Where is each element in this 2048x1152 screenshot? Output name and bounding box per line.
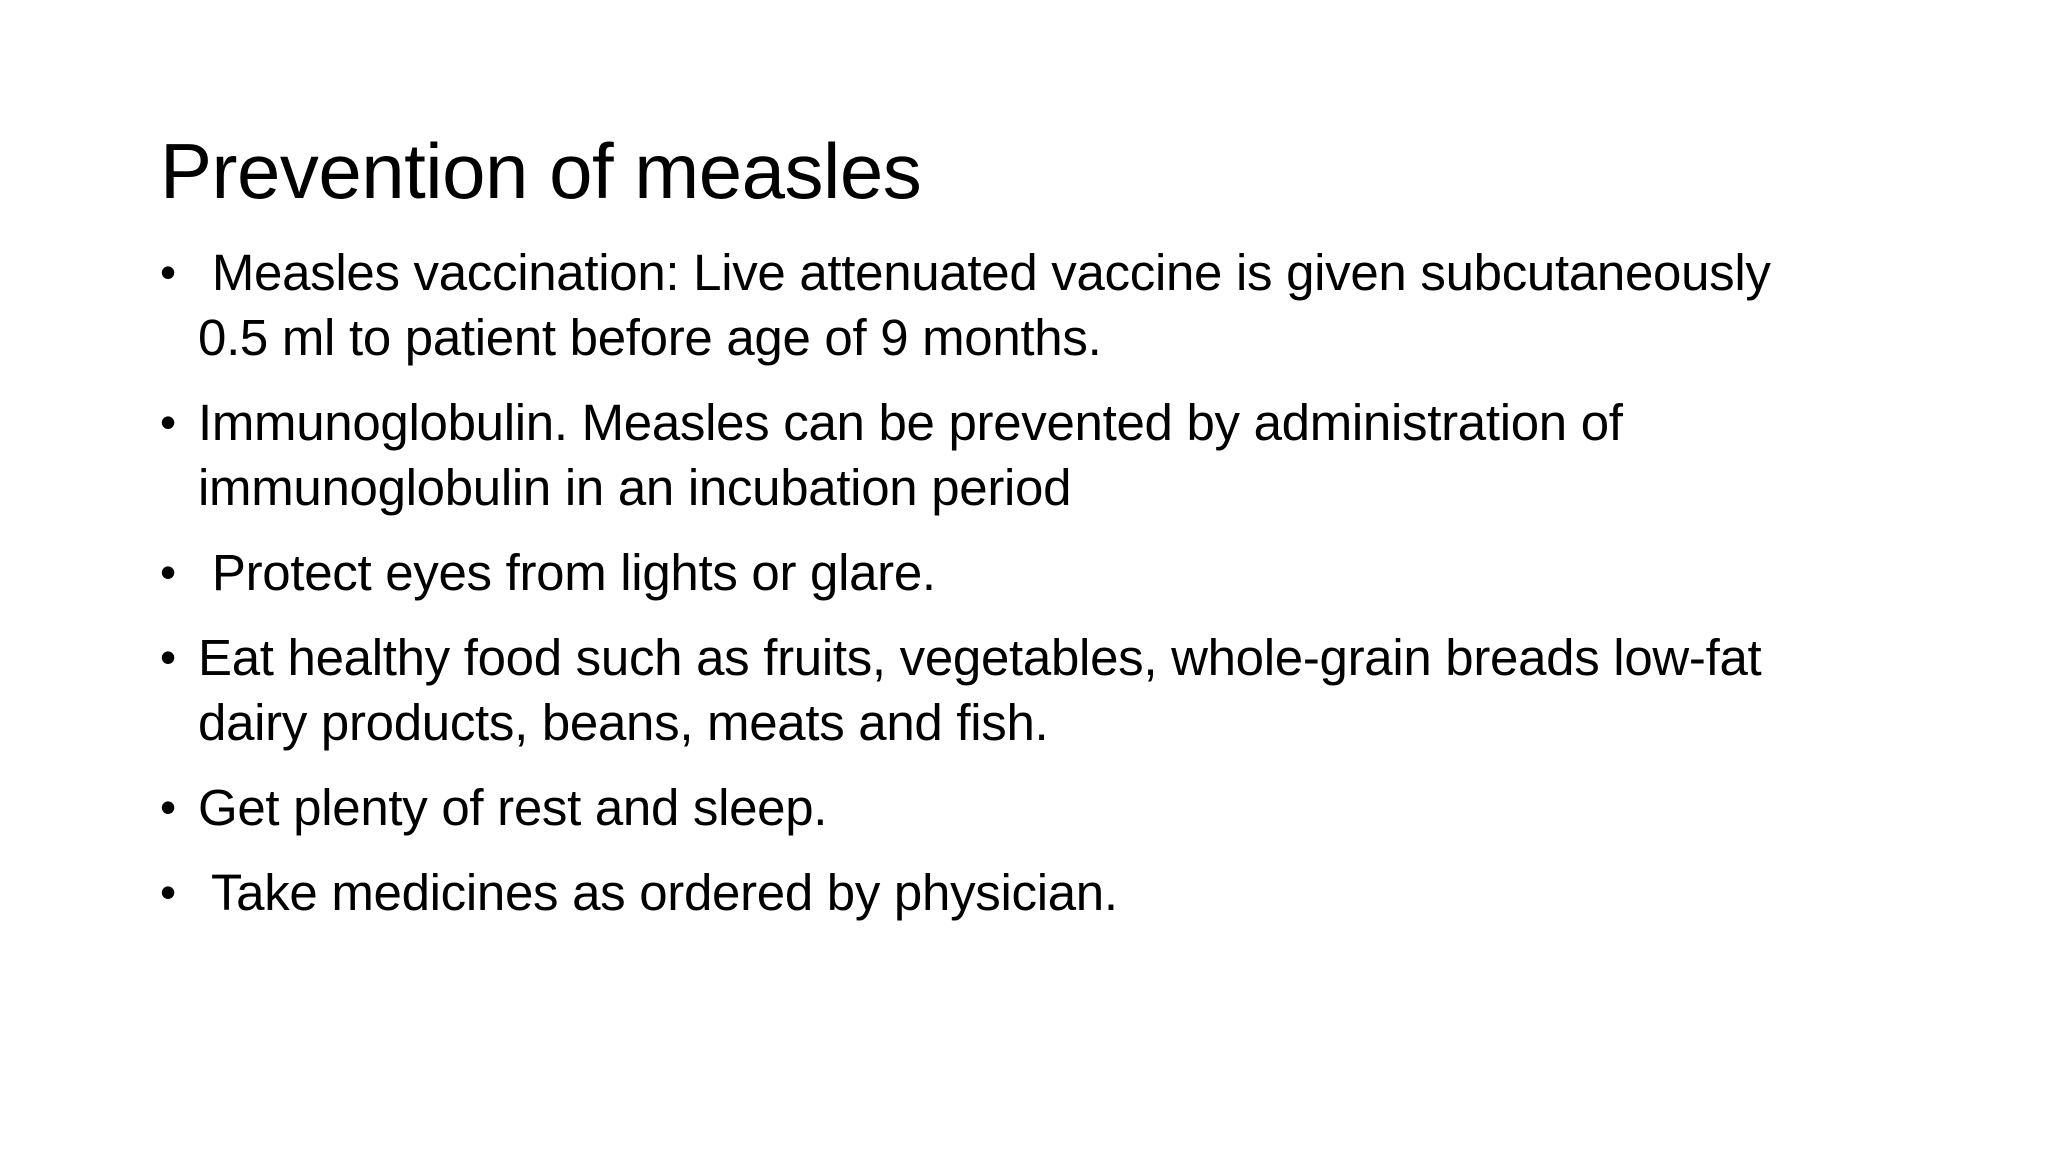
bullet-item-protect-eyes <box>160 540 1960 605</box>
bullet-item-rest <box>160 775 1960 840</box>
bullet-icon: • <box>160 866 176 918</box>
bullet-icon: • <box>160 546 176 598</box>
bullet-line: Eat healthy food such as fruits, vegetables, whole-grain breads low-fat <box>198 629 1762 686</box>
bullet-line: 0.5 ml to patient before age of 9 months. <box>198 309 1102 366</box>
bullet-icon: • <box>160 781 176 833</box>
bullet-item-medicines <box>160 860 1960 925</box>
bullet-line: dairy products, beans, meats and fish. <box>198 694 1049 751</box>
bullet-line: Measles vaccination: Live attenuated vaccine is given subcutaneously <box>198 244 1771 301</box>
bullet-line: Get plenty of rest and sleep. <box>198 779 828 836</box>
bullet-item-immunoglobulin <box>160 390 1960 520</box>
bullet-list <box>160 240 1960 945</box>
bullet-icon: • <box>160 631 176 683</box>
bullet-icon: • <box>160 246 176 298</box>
bullet-icon: • <box>160 396 176 448</box>
bullet-line: Immunoglobulin. Measles can be prevented by administration of <box>198 394 1623 451</box>
bullet-line: Protect eyes from lights or glare. <box>198 544 936 601</box>
bullet-item-healthy-food <box>160 625 1960 755</box>
bullet-item-vaccination <box>160 240 1960 370</box>
bullet-line: immunoglobulin in an incubation period <box>198 459 1072 516</box>
slide-title: Prevention of measles <box>160 127 922 215</box>
bullet-line: Take medicines as ordered by physician. <box>198 864 1118 921</box>
